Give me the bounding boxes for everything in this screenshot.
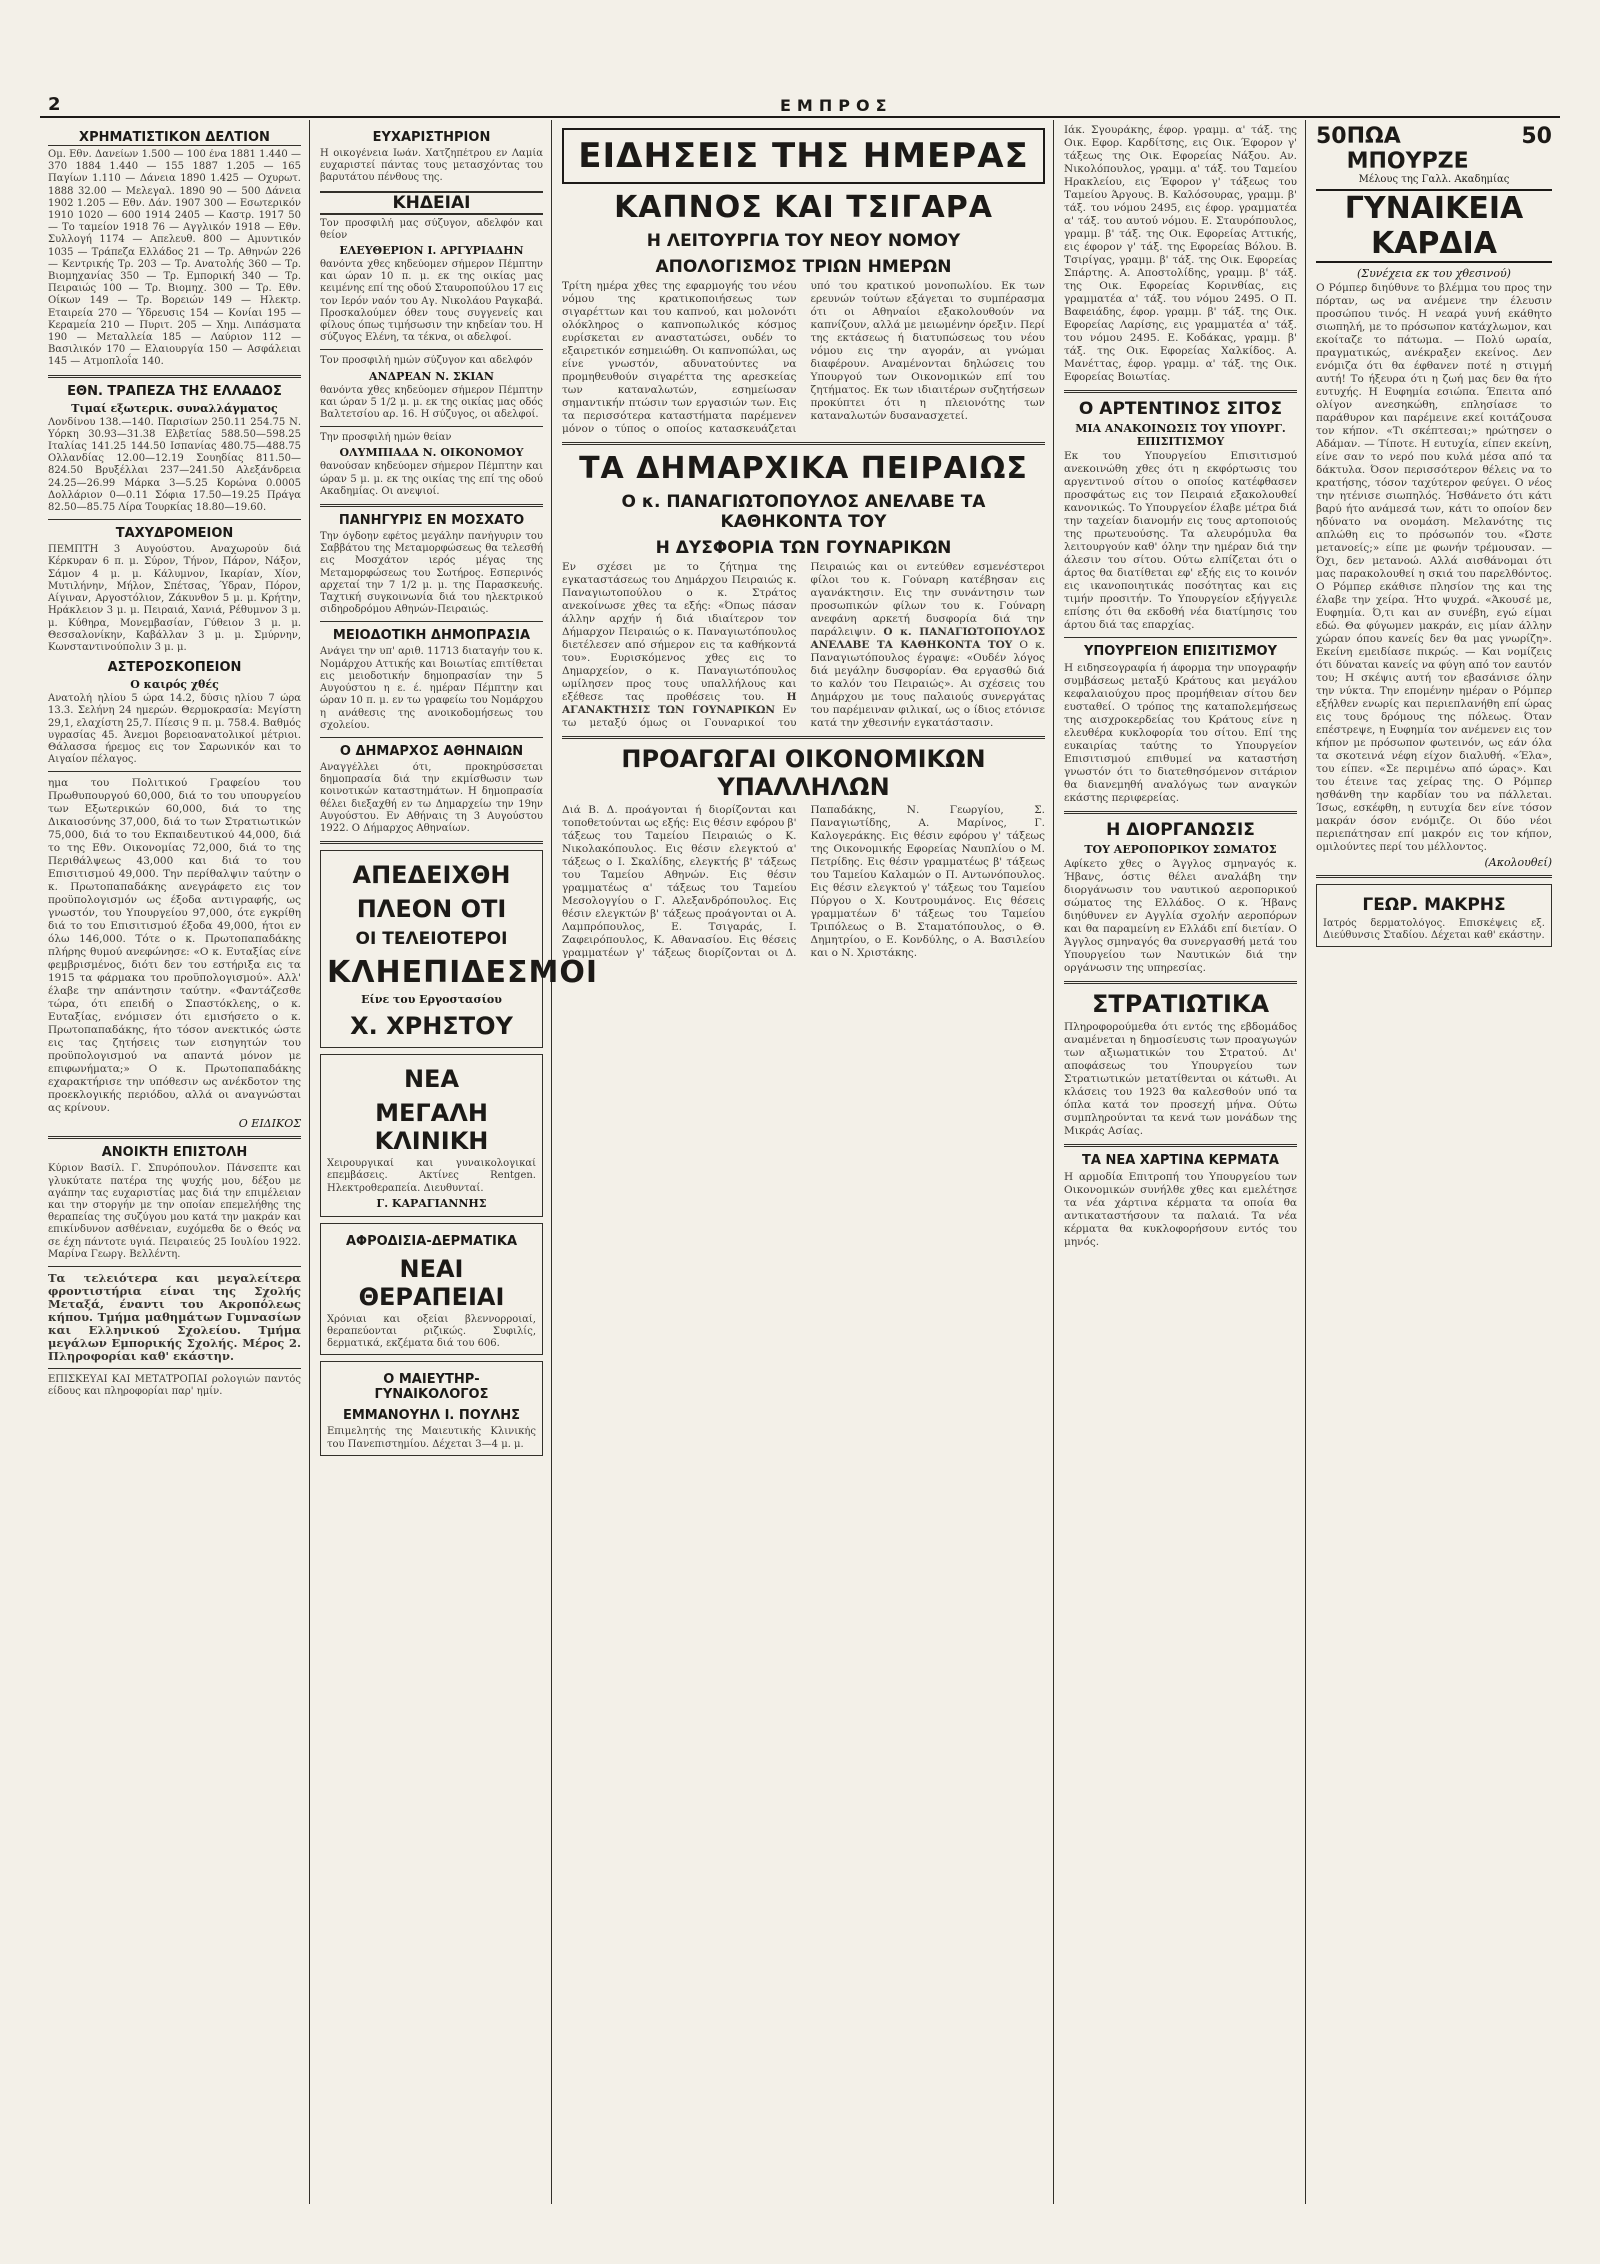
exchange-rates-text: Λονδίνου 138.—140. Παρισίων 250.11 254.75 Ν. Υόρκη 30.93—31.38 Ελβετίας 588.50—598.25 Ιταλίας 141.25 144.50 Ισπανίας 480.75—488.75 Ολλανδίας 12.00—12.19 Σουηδίας 811.50—824.50 Βρυξέλλαι 237—241.50 Αλεξάνδρεια 24.25—26.99 Μάρκα 3—5.25 Κορώνα 0.0005 Δολλάριον 0—0.11 Σόφια 17.50—19.25 Πράγα 82.50—85.75 Λίρα Τουρκίας 18.80—19.60. <box>48 416 301 514</box>
column-2 <box>312 120 599 2204</box>
argentine-wheat-heading: Ο ΑΡΤΕΝΤΙΝΟΣ ΣΙΤΟΣ <box>1078 399 1283 419</box>
aviation-subheading: ΤΟΥ ΑΕΡΟΠΟΡΙΚΟΥ ΣΩΜΑΤΟΣ <box>1084 843 1277 856</box>
ad-obstetrician-line2: ΕΜΜΑΝΟΥΗΛ Ι. ΠΟΥΛΗΣ <box>342 1408 521 1424</box>
military-heading: ΣΤΡΑΤΙΩΤΙΚΑ <box>1091 990 1270 1018</box>
page-header <box>40 96 1560 118</box>
stock-bulletin-heading: ΧΡΗΜΑΤΙΣΤΙΚΟΝ ΔΕΛΤΙΟΝ <box>48 130 301 146</box>
column-4 <box>1056 120 1306 2204</box>
funeral-2-name: ΑΝΔΡΕΑΝ Ν. ΣΚΙΑΝ <box>369 369 494 383</box>
ad-doctor <box>1316 884 1552 947</box>
funeral-2-text: θανόντα χθες κηδεύομεν σήμερον Πέμπτην και ώραν 5 1/2 μ. μ. εκ της οικίας μας οδός Βαλτετσίου αρ. 16. Η σύζυγος, οι αδελφοί. <box>320 384 543 421</box>
aviation-text: Αφίκετο χθες ο Άγγλος σμηναγός κ. Ήβανς, όστις θέλει αναλάβη την διοργάνωσιν του ναυτικού αεροπορικού σώματος της Ελλάδος. Ο κ. Ήβανς διηύθυνεν εν Αγγλία σχολήν αεροπόρων και θα παραμείνη εν Ελλάδι επί διετίαν. Ο Άγγλος σμηναγός θα συνεργασθή μετά του Υπουργείου των Ναυτικών διά την οργάνωσιν της υπηρεσίας. <box>1064 858 1297 974</box>
ad-bandages-line4: ΚΛΗΕΠΙΔΕΣΜΟΙ <box>327 955 599 991</box>
ad-bandages-line2: ΠΛΕΟΝ ΟΤΙ <box>356 895 507 924</box>
mayor-duties-subheading: Ο κ. ΠΑΝΑΓΙΩΤΟΠΟΥΛΟΣ ΑΝΕΛΑΒΕ ΤΑ ΚΑΘΗΚΟΝΤΑ ΤΟΥ <box>810 626 1045 651</box>
piraeus-subheadline: Ο κ. ΠΑΝΑΓΙΩΤΟΠΟΥΛΟΣ ΑΝΕΛΑΒΕ ΤΑ ΚΑΘΗΚΟΝΤΑ ΤΟΥ <box>621 492 986 532</box>
post-office-heading: ΤΑΧΥΔΡΟΜΕΙΟΝ <box>115 526 234 542</box>
ad-doctor-text: Ιατρός δερματολόγος. Επισκέψεις εξ. Διεύθυνσις Σταδίου. Δέχεται καθ' εκάστην. <box>1323 918 1545 942</box>
auction-text: Ανάγει την υπ' αριθ. 11713 διαταγήν του κ. Νομάρχου Αττικής και Βοιωτίας επιτίθεται εις μειοδοτικήν δημοπρασίαν την 5 Αυγούστου η ε. έ. ημέραν Πέμπτην και ώραν 10 π. μ. εν τω γραφείω του Νομάρχου η ανάθεσις της ανοικοδομήσεως του σχολείου. <box>320 646 543 731</box>
ad-bandages-line3: ΟΙ ΤΕΛΕΙΟΤΕΡΟΙ <box>355 929 508 950</box>
footer-notice-col1: ΕΠΙΣΚΕΥΑΙ ΚΑΙ ΜΕΤΑΤΡΟΠΑΙ ρολογιών παντός είδους και πληροφορίαι παρ' ημίν. <box>48 1373 301 1398</box>
ad-derm-line1: ΑΦΡΟΔΙΣΙΑ-ΔΕΡΜΑΤΙΚΑ <box>345 1233 518 1249</box>
ad-doctor-name: ΓΕΩΡ. ΜΑΚΡΗΣ <box>1362 895 1506 915</box>
ad-clinic-line2: ΜΕΓΑΛΗ ΚΛΙΝΙΚΗ <box>374 1099 489 1156</box>
supply-ministry-heading: ΥΠΟΥΡΓΕΙΟΝ ΕΠΙΣΙΤΙΣΜΟΥ <box>1083 644 1278 659</box>
ad-obstetrician-text: Επιμελητής της Μαιευτικής Κλινικής του Πανεπιστημίου. Δέχεται 3—4 μ. μ. <box>327 1426 536 1450</box>
weather-subheading: Ο καιρός χθές <box>130 678 219 692</box>
paper-name: ΕΜΠΡΟΣ <box>780 96 893 115</box>
school-notice-text: Τα τελειότερα και μεγαλείτερα φροντιστήρια είναι της Σχολής Μεταξά, έναντι του Ακροπόλεως κήπου. Τμήμα μαθημάτων Γυμνασίων και Ελληνικού Σχολείου. Τμήμα μεγάλων Εμπορικής Σχολής. Μέρος 2. Πληροφορίαι καθ' εκάστην. <box>48 1270 301 1363</box>
aviation-heading: Η ΔΙΟΡΓΑΝΩΣΙΣ <box>1106 820 1255 840</box>
furriers-subheading: Η ΑΓΑΝΑΚΤΗΣΙΣ ΤΩΝ ΓΟΥΝΑΡΙΚΩΝ <box>562 691 797 716</box>
festival-heading: ΠΑΝΗΓΥΡΙΣ ΕΝ ΜΟΣΧΑΤΟ <box>338 513 525 529</box>
supply-ministry-text: Η ειδησεογραφία ή άφορμα την υπογραφήν συμβάσεως μεταξύ Κράτους και μεγάλου κεφαλαιούχου προς προμήθειαν σίτου δεν ευσταθεί. Ο τρόπος της καταπολεμήσεως της αισχροκερδείας του Κράτους είνε η ελευθέρα κυκλοφορία του σίτου. Επί της ευκαιρίας ταύτης το Υπουργείον Επισιτισμού επιθυμεί να καταστήση γνωστόν ότι το διατεθησόμενον σιτάριον θα διανεμηθή αναλόγως των αναγκών εκάστης περιφερείας. <box>1064 662 1297 804</box>
ad-derm-text: Χρόνιαι και οξείαι βλεννορροιαί, θεραπεύονται ριζικώς. Συφιλίς, δερματικά, εκζέματα διά του 606. <box>327 1313 536 1350</box>
ad-obstetrician-line1: Ο ΜΑΙΕΥΤΗΡ-ΓΥΝΑΙΚΟΛΟΓΟΣ <box>374 1372 489 1403</box>
funeral-1-intro: Τον προσφιλή μας σύζυγον, αδελφόν και θείον <box>320 217 543 241</box>
serial-top-title <box>1316 124 1552 174</box>
promotions-article-text: Διά Β. Δ. προάγονται ή διορίζονται και τοποθετούνται ως εξής: Εις θέσιν εφόρου β' τάξεως του Ταμείου Πειραιώς ο Κ. Νικολακόπουλος. Εις θέσιν ελεγκτού α' τάξεως ο Ι. Σκαλίδης, ελεγκτής β' τάξεως του Ταμείου Αθηνών. Εις θέσιν γραμματέως α' τάξεως του Ταμείου Μεσολογγίου ο Γ. Αλεξανδρόπουλος. Εις θέσιν ελεγκτών β' τάξεως προάγονται οι Α. Λαμπρόπουλος, Ε. Τσιγαράς, Ι. Ζαφειρόπουλος, Κ. Αθανασίου. Εις θέσεις γραμματέων γ' τάξεως διορίζονται οι Δ. Παπαδάκης, Ν. Γεωργίου, Σ. Παναγιωτίδης, Α. Μαρίνος, Γ. Καλογεράκης. Εις θέσιν εφόρου γ' τάξεως της Οικονομικής Εφορείας Ναυπλίου ο Μ. Πετρίδης. Εις θέσιν γραμματέως β' τάξεως του Ταμείου Καλαμών ο Π. Αντωνόπουλος. Εις θέσιν ελεγκτού γ' τάξεως του Ταμείου Πύργου ο Χ. Κουτρουμάνος. Εις θέσεις γραμματέων δ' τάξεως του Ταμείου Τριπόλεως ο Β. Σταματόπουλος, ο Θ. Δημητρίου, ο Ε. Κονδύλης, ο Α. Βασιλείου και ο Ν. Χριστάκης. <box>562 804 1045 959</box>
daily-news-banner: ΕΙΔΗΣΕΙΣ ΤΗΣ ΗΜΕΡΑΣ <box>562 128 1045 184</box>
military-text: Πληροφορούμεθα ότι εντός της εβδομάδος αναμένεται η δημοσίευσις των προαγωγών των αξιωματικών του Στρατού. Δι' αποφάσεως του Υπουργείου των Στρατιωτικών μετατίθενται οι κάτωθι. Αι κλάσεις του 1923 θα καλεσθούν υπό τα όπλα κατά τον προσεχή μήνα. Ούτω συμπληρούνται τα κενά των μονάδων της Μικράς Ασίας. <box>1064 1021 1297 1137</box>
national-bank-heading: ΕΘΝ. ΤΡΑΠΕΖΑ ΤΗΣ ΕΛΛΑΔΟΣ <box>67 383 282 399</box>
argentine-wheat-text: Εκ του Υπουργείου Επισιτισμού ανεκοινώθη χθες ότι η εκφόρτωσις του αργεντινού σίτου ο οποίος κατέφθασεν προσφάτως εις τον Πειραιά εξακολουθεί κανονικώς. Το Υπουργείον έλαβε μέτρα διά την ταχείαν διανομήν εις τους αρτοποιούς της πρωτευούσης. Τα αλευρόμυλα θα λειτουργούν καθ' όλην την ημέραν διά την άλεσιν του σίτου. Ούτω ελπίζεται ότι ο άρτος θα διατίθεται εφ' εξής εις το κοινόν εις ικανοποιητικάς ποσότητας και εις τιμήν προσιτήν. Το Υπουργείον εξήγγειλε επίσης ότι θα εκδοθή νέα διατίμησις του άρτου διά τας επαρχίας. <box>1064 450 1297 631</box>
festival-text: Την όγδοην εφέτος μεγάλην πανήγυριν του Σαββάτου της Μεταμορφώσεως θα τελεσθή εις Μοσχάτον ιερός μέγας της Μεταμορφώσεως του Σωτήρος. Εσπερινός αρχεταί την 7 1/2 μ. μ. της Παρασκευής. Ταχτική συγκοινωνία διά του ηλεκτρικού σιδηροδρόμου Αθηνών-Πειραιώς. <box>320 531 543 616</box>
observatory-heading: ΑΣΤΕΡΟΣΚΟΠΕΙΟΝ <box>107 660 242 676</box>
mayor-heading: Ο ΔΗΜΑΡΧΟΣ ΑΘΗΝΑΙΩΝ <box>339 743 524 759</box>
mayor-text: Αναγγέλλει ότι, προκηρύσσεται δημοπρασία διά την εκμίσθωσιν των κοινοτικών καταστημάτων. Η δημοπρασία θέλει διεξαχθή εν τω Δημαρχείω την 19ην Αυγούστου. Εν Αθήναις τη 3 Αυγούστου 1922. Ο Δήμαρχος Αθηναίων. <box>320 761 543 834</box>
argentine-wheat-subheading: ΜΙΑ ΑΝΑΚΟΙΝΩΣΙΣ ΤΟΥ ΥΠΟΥΡΓ. ΕΠΙΣΙΤΙΣΜΟΥ <box>1075 422 1286 448</box>
tobacco-subheadline: Η ΛΕΙΤΟΥΡΓΙΑ ΤΟΥ ΝΕΟΥ ΝΟΜΟΥ <box>646 231 961 251</box>
article-text-col1: ημα του Πολιτικού Γραφείου του Πρωθυπουργού 60,000, διά το του υπουργείου των Εξωτερικών 60,000, διά το της Δικαιοσύνης 37,000, διά το των Στρατιωτικών 75,000, διά το του Εκπαιδευτικού 44,000, διά το της Εθν. Οικονομίας 72,000, διά το της Περιθάλψεως 43,000 και διά το του Επισιτισμού 49,000. Την περίθαλψιν ταύτην ο κ. Πρωτοπαπαδάκης ανεγράφετο εις τον προϋπολογισμόν ως έξοδα αντιγραφής, ως γνωστόν, του Υπουργείου 97,000, ότε εγκρίθη διά το του Επισιτισμού έξοδα 49,000, ήτοι εν όλω 146,000. Τότε ο κ. Πρωτοπαπαδάκης πλήρης θυμού ανεφώνησε: «Ο κ. Ευταξίας είνε φεμβρισμένος, διότι δεν του εστήριξα εις τα 1915 τα φάρμακα του προϋπολογισμού». Αλλ' έλαβε την απάντησιν ταύτην. «Φαντάζεσθε τώρα, ότι επειδή ο Σπαστόκλεης, ο κ. Ευταξίας, ενόμισεν ότι εμισήσετο ο κ. Πρωτοπαπαδάκης, ήτο τόσον ανεκτικός ώστε εις τας ζητήσεις των εισηγητών του προϋπολογισμού να απαντά μόνον με επιφωνήματα;» Ο κ. Πρωτοπαπαδάκης εχαρακτήρισε την υπόθεσιν ως ανέκδοτον της προεκλογικής περιόδου, αλλά οι αναγνώσται ας κρίνουν. <box>48 777 301 1115</box>
repairs-heading: ΕΠΙΣΚΕΥΑΙ ΚΑΙ ΜΕΤΑΤΡΟΠΑΙ <box>48 1373 208 1385</box>
funerals-heading: ΚΗΔΕΙΑΙ <box>320 191 543 215</box>
tobacco-subheadline-2: ΑΠΟΛΟΓΙΣΜΟΣ ΤΡΙΩΝ ΗΜΕΡΩΝ <box>655 257 952 277</box>
ad-derm <box>320 1223 543 1356</box>
piraeus-headline: ΤΑ ΔΗΜΑΡΧΙΚΑ ΠΕΙΡΑΙΩΣ <box>579 451 1028 486</box>
serial-text: Ο Ρόμπερ διηύθυνε το βλέμμα του προς την πόρταν, ως να ανέμενε την έλευσιν προσώπου τινός. Η νεαρά γυνή εκάθητο σιωπηλή, με το πρόσωπον κατάχλωμον, και εκοίταζε το πάτωμα. — Πολύ ωραία, πραγματικώς, ανέκραξεν εκείνος. Δεν ενόμιζα ότι θα έφθανεν ποτέ η στιγμή αυτή! Το ήξευρα ότι η ζωή μας δεν θα ήτο ευτυχής. Η Ευφημία εσιώπα. Έπειτα από ολίγον ανεσηκώθη, επλησίασε το παράθυρον και παρέμεινε εκεί κοιτάζουσα τον κήπον. «Τι σκέπτεσαι;» ηρώτησεν ο Αδάμαν. — Τίποτε. Η ευτυχία, είπεν εκείνη, είνε σαν το νερό που κυλά μέσα από τα δάκτυλα. Όσον περισσότερον θέλεις να το κρατήσης, τόσον ταχύτερον φεύγει. Ο νέος την ητένισε σιωπηλός. Ήσθάνετο ότι κάτι βαρύ ήτο ανάμεσά των, κάτι το οποίον δεν ηδύνατο να ονομάση. Μελανότης τις απλώθη εις το πρόσωπόν του. «Ώστε μετανοείς;» είπε με φωνήν τρέμουσαν. — Όχι, δεν μετανοώ. Αλλά αισθάνομαι ότι μας παρακολουθεί η σκιά του παρελθόντος. Ο Ρόμπερ εκάθισε πλησίον της και της έλαβε την χείρα. Ήτο ψυχρά. «Άκουσέ με, Ευφημία. Ό,τι και αν συνέβη, εγώ είμαι εδώ. Θα φύγωμεν μακράν, εις μίαν άλλην χώραν όπου κανείς δεν θα μας γνωρίζη». Εκείνη εμειδίασε πικρώς. — Και νομίζεις ότι δύναται κανείς να φύγη από τον εαυτόν του; Η σκέψις αυτή τον εβασάνισε όλην την νύκτα. Την επομένην ημέραν ο Ρόμπερ εξήλθεν ενωρίς και περιεπλανήθη επί ώρας εις τους δρόμους της πόλεως. Όταν επέστρεψε, η Ευφημία τον ανέμενεν εις τον κήπον με πρόσωπον φωτεινόν, ως εάν όλα τα σκοτεινά νέφη είχον διαλυθή. «Έλα», του είπεν. «Σε περιμένω από ώρας». Και του έτεινε τας χείρας της. Ο Ρόμπερ ησθάνθη την καρδίαν του να πάλλεται. Ίσως, εσκέφθη, η ευτυχία δεν είνε τόσον μακράν όσον ενόμιζε. Οι δύο νέοι περιεπάτησαν επί μακρόν εις τον κήπον, ομιλούντες περί του μέλλοντος. <box>1316 282 1552 853</box>
serial-continues: (Ακολουθεί) <box>1484 856 1552 869</box>
serial-title: ΓΥΝΑΙΚΕΙΑ ΚΑΡΔΙΑ <box>1316 189 1552 263</box>
tobacco-headline: ΚΑΠΝΟΣ ΚΑΙ ΤΣΙΓΑΡΑ <box>614 190 993 225</box>
ad-bandages <box>320 850 599 1048</box>
piraeus-article-text: Εν σχέσει με το ζήτημα της εγκαταστάσεως του Δημάρχου Πειραιώς κ. Παναγιωτοπούλου ο κ. Στράτος ανεκοίνωσε χθες τα εξής: «Όπως πάσαν άλλην αρχήν ή διά ιδιαίτερον τον Δήμαρχον Πειραιώς ο κ. Παναγιωτόπουλος διετέλεσεν από σήμερον εις τα καθήκοντά του». Ευρισκόμενος χθες εις το Δημαρχείον, ο κ. Παναγιωτόπουλος ωμίλησεν προς τους υπαλλήλους και εξέθεσε τας προθέσεις του. Η ΑΓΑΝΑΚΤΗΣΙΣ ΤΩΝ ΓΟΥΝΑΡΙΚΩΝ Εν τω μεταξύ όμως οι Γουναρικοί του Πειραιώς και οι εντεύθεν εσμενέστεροι φίλοι του κ. Γούναρη κατέβησαν εις αγανάκτησιν. Εις την συνάντησιν των προσωπικών φίλων του κ. Γούναρη ανεφάνη αρκετή δυσφορία διά την παράλειψιν. Ο κ. ΠΑΝΑΓΙΩΤΟΠΟΥΛΟΣ ΑΝΕΛΑΒΕ ΤΑ ΚΑΘΗΚΟΝΤΑ ΤΟΥ Ο κ. Παναγιωτόπουλος έγραψε: «Ουδέν λόγος διά μεγάλην δυσφορίαν. Θα εργασθώ διά το καλόν του Πειραιώς». Αι σχέσεις του Δημάρχου με τους παλαιούς συνεργάτας του παρέμειναν φιλικαί, ως ο ίδιος ετόνισε κατά την χθεσινήν εγκατάστασιν. <box>562 561 1045 729</box>
auction-heading: ΜΕΙΟΔΟΤΙΚΗ ΔΗΜΟΠΡΑΣΙΑ <box>332 628 531 644</box>
funeral-3-name: ΟΛΥΜΠΙΑΔΑ Ν. ΟΙΚΟΝΟΜΟΥ <box>339 446 524 460</box>
tobacco-article-text: Τρίτη ημέρα χθες της εφαρμογής του νέου νόμου της κρατικοποιήσεως των σιγαρέττων και του καπνού, και μολονότι ολόκληρος ο καπνοπωλικός κόσμος ευρίσκεται εν αναστατώσει, ουδέν το εξαιρετικόν εσημειώθη. Οι καπνοπώλαι, ως είνε γνωστόν, αδυνατούντες να προμηθευθούν σιγαρέττα της αρεσκείας των καταναλωτών, εσημείωσαν σημαντικήν πτώσιν των εργασιών των. Εις τα περισσότερα καταστήματα παρέμενεν μόνον ο τύπος ο οποίος κατασκευάζεται υπό του κρατικού μονοπωλίου. Εκ των ερευνών τούτων εξάγεται το συμπέρασμα ότι οι Αθηναίοι εξακολουθούν να καπνίζουν, αλλά με μειωμένην όρεξιν. Περί της εκτάσεως ή διατυπώσεως του νέου νόμου εις την αγοράν, αι γνώμαι διαφέρουν. Αναμένονται δηλώσεις του Υπουργού των Οικονομικών επί του ζητήματος. Εκ των ιδιαιτέρων συζητήσεων προκύπτει ότι η πλειονότης των καταναλωτών δυσανασχετεί. <box>562 280 1045 435</box>
serial-number-right: 50 <box>1521 124 1552 149</box>
promotions-headline: ΠΡΟΑΓΩΓΑΙ ΟΙΚΟΝΟΜΙΚΩΝ ΥΠΑΛΛΗΛΩΝ <box>621 745 986 801</box>
ad-bandages-line6: Χ. ΧΡΗΣΤΟΥ <box>350 1012 513 1041</box>
funeral-1-text: θανόντα χθες κηδεύομεν σήμερον Πέμπτην και ώραν 10 π. μ. εκ της οικίας μας κειμένης επί της οδού Σταυροπούλου 17 εις τον Ιερόν ναόν του Αγ. Νικολάου Ραγκαβά. Προσκαλούμεν όθεν τους συγγενείς και φίλους όπως τιμήσωσιν την κηδείαν του. Η σύζυγος Ελένη, τα τέκνα, οι αδελφοί. <box>320 259 543 344</box>
page-number: 2 <box>48 94 61 115</box>
column-5 <box>1308 120 1560 2204</box>
ad-clinic-doctor: Γ. ΚΑΡΑΓΙΑΝΝΗΣ <box>376 1196 487 1210</box>
column-3 <box>554 120 1054 2204</box>
serial-author-note: Μέλους της Γαλλ. Ακαδημίας <box>1358 174 1510 185</box>
post-office-text: ΠΕΜΠΤΗ 3 Αυγούστου. Αναχωρούν διά Κέρκυραν 6 π. μ. Σύρον, Τήνον, Πάρον, Νάξον, Σάμον 4 μ. μ. Κάλυμνον, Ικαρίαν, Χίον, Μυτιλήνην, Μήλον, Σπέτσας, Ύδραν, Πόρον, Αίγιναν, Αργοστόλιον, Ζάκυνθον 5 μ. μ. Κρήτην, Ηράκλειον 3 μ. μ. Πειραιά, Χανιά, Ρέθυμνον 3 μ. μ. Κύθηρα, Μονεμβασίαν, Γύθειον 3 μ. μ. Θεσσαλονίκην, Καβάλλαν 3 μ. μ. Σμύρνην, Κωνσταντινούπολιν 3 μ. μ. <box>48 544 301 653</box>
piraeus-subheadline-2: Η ΔΥΣΦΟΡΙΑ ΤΩΝ ΓΟΥΝΑΡΙΚΩΝ <box>655 538 952 558</box>
serial-continued: (Συνέχεια εκ του χθεσινού) <box>1357 267 1511 280</box>
appointments-text: Ιάκ. Σγουράκης, έφορ. γραμμ. α' τάξ. της Οικ. Εφορ. Καρδίτσης, εις Οικ. Έφορον γ' τάξεως της Οικ. Εφορείας Νάξου. Αν. Νικολόπουλος, γραμμ. α' τάξ. του Ταμείου Ηρακλείου, εις Έφορον γ' τάξεως του Ταμείου Άργους. Β. Καλόσουρας, γραμμ. β' τάξ. του νόμου 2495, εις έφορ. γραμματέα α' τάξ. του αυτού νόμου. Ε. Σταυρόπουλος, γραμμ. β' τάξ. της Οικ. Εφορείας Αττικής, εις έφορον γ' τάξ. της Εφορείας Βόλου. Β. Τσιρίγας, γραμμ. β' τάξ. της Οικ. Εφορείας Σπάρτης. Α. Αποστολίδης, γραμμ. β' τάξ. της Οικ. Εφορείας Κορινθίας, εις γραμματέα α' τάξ. του νόμου 2495. Ο Π. Βαφειάδης, έφορ. γραμμ. β' τάξ. της Οικ. Εφορείας Λαρίσης, εις γραμματέα α' τάξ. του νόμου 2495. Ε. Κοδάκας, γραμμ. β' τάξ. της Οικ. Εφορείας Χαλκίδος. Α. Μανέττας, έφορ. γραμμ. α' τάξ. της Οικ. Εφορείας Βοιωτίας. <box>1064 124 1297 383</box>
funeral-3-text: θανούσαν κηδεύομεν σήμερον Πέμπτην και ώραν 5 μ. μ. εκ της οικίας της επί της οδού Ακαδημίας. Οι ανεψιοί. <box>320 461 543 497</box>
column-1 <box>40 120 310 2204</box>
ad-bandages-line5: Είνε του Εργοστασίου <box>361 993 502 1007</box>
thanks-heading: ΕΥΧΑΡΙΣΤΗΡΙΟΝ <box>372 130 491 145</box>
thanks-text: Η οικογένεια Ιωάν. Χατζηπέτρου εν Λαμία ευχαριστεί πάντας τους μετασχόντας του βαρυτάτου πένθους της. <box>320 148 543 184</box>
weather-text: Ανατολή ηλίου 5 ώρα 14.2, δύσις ηλίου 7 ώρα 13.3. Σελήνη 24 ημερών. Θερμοκρασία: Μεγίστη 29,1, ελαχίστη 25,7. Πίεσις 9 π. μ. 758.4. Βαθμός υγρασίας 45. Άνεμοι βορειοανατολικοί μέτριοι. Θάλασσα ήρεμος εις τον Σαρωνικόν και το Αιγαίον πέλαγος. <box>48 693 301 766</box>
exchange-rates-subheading: Τιμαί εξωτερικ. συναλλάγματος <box>71 401 278 415</box>
funeral-2-intro: Τον προσφιλή ημών σύζυγον και αδελφόν <box>320 355 533 367</box>
funeral-1-name: ΕΛΕΥΘΕΡΙΟΝ Ι. ΑΡΓΥΡΙΑΔΗΝ <box>339 244 524 258</box>
serial-number-left: 50 <box>1316 124 1347 149</box>
ad-obstetrician <box>320 1361 543 1455</box>
signature-expert: Ο ΕΙΔΙΚΟΣ <box>238 1117 301 1131</box>
paper-coins-text: Η αρμοδία Επιτροπή του Υπουργείου των Οικονομικών συνήλθε χθες και εμελέτησε τα νέα χάρτινα κέρματα τα οποία θα αντικαταστήσουν τα παλαιά. Τα νέα κέρματα θα κυκλοφορήσουν εντός του μηνός. <box>1064 1171 1297 1248</box>
open-letter-heading: ΑΝΟΙΚΤΗ ΕΠΙΣΤΟΛΗ <box>101 1145 248 1161</box>
ad-clinic <box>320 1054 543 1217</box>
ad-derm-line2: ΝΕΑΙ ΘΕΡΑΠΕΙΑΙ <box>358 1254 505 1311</box>
paper-coins-heading: ΤΑ ΝΕΑ ΧΑΡΤΙΝΑ ΚΕΡΜΑΤΑ <box>1082 1153 1279 1168</box>
ad-clinic-line1: ΝΕΑ <box>403 1065 460 1094</box>
serial-author: ΠΩΑ ΜΠΟΥΡΖΕ <box>1346 124 1469 174</box>
stock-table-text: Ομ. Εθν. Δανείων 1.500 — 100 ένα 1881 1.440 — 370 1884 1.440 — 155 1887 1.205 — 165 Παγίων 1.110 — Δάνεια 1890 1.425 — Οχυρωτ. 1888 32.00 — Μελεγαλ. 1890 90 — 500 Δάνεια 1902 1.205 — Εθν. Δάν. 1907 300 — Εσωτερικόν 1910 1020 — 600 1914 2405 — Καστρ. 1917 50 — Το ταμείον 1918 76 — Αγγλικόν 1918 — Εθν. Συλλογή 1174 — Απελευθ. 800 — Αμυντικόν 1035 — Τράπεζα Ελλάδος 21 — Τρ. Αθηνών 226 — Κεντρικής Τρ. 203 — Τρ. Ανατολής 360 — Τρ. Βιομηχανίας 350 — Τρ. Εμπορική 340 — Τρ. Πειραιώς 100 — Τρ. Βιομηχ. 300 — Τρ. Εθν. Οίκων 149 — Τρ. Βορειών 149 — Ηλεκτρ. Εταιρεία 270 — Ύδρευσις 154 — Κονίαι 195 — Κεραμεία 210 — Πυριτ. 205 — Χημ. Λιπάσματα 190 — Μεταλλεία 185 — Λαύριον 112 — Βασιλικόν 170 — Ελαιουργία 150 — Ασφάλειαι 145 — Ατμοπλοΐα 140. <box>48 149 301 368</box>
ad-clinic-text: Χειρουργικαί και γυναικολογικαί επεμβάσεις. Ακτίνες Rentgen. Ηλεκτροθεραπεία. Διευθυνταί. <box>327 1158 536 1194</box>
open-letter-text: Κύριον Βασίλ. Γ. Σπυρόπουλον. Πάνσεπτε και γλυκύτατε πατέρα της ψυχής μου, δέξου με αγάπην τας ευχαριστίας μας διά την επιμέλειαν και την στοργήν με την οποίαν επεμελήθης της θεραπείας της συζύγου μου κατά την μακράν και επικίνδυνον ασθένειαν, ευχόμεθα δε ο Θεός να σε έχη πάντοτε υγιά. Πειραιεύς 25 Ιουλίου 1922. Μαρίνα Γεωργ. Βελλέντη. <box>48 1163 301 1260</box>
ad-bandages-line1: ΑΠΕΔΕΙΧΘΗ <box>352 861 511 890</box>
funeral-3-intro: Την προσφιλή ημών θείαν <box>320 432 452 444</box>
